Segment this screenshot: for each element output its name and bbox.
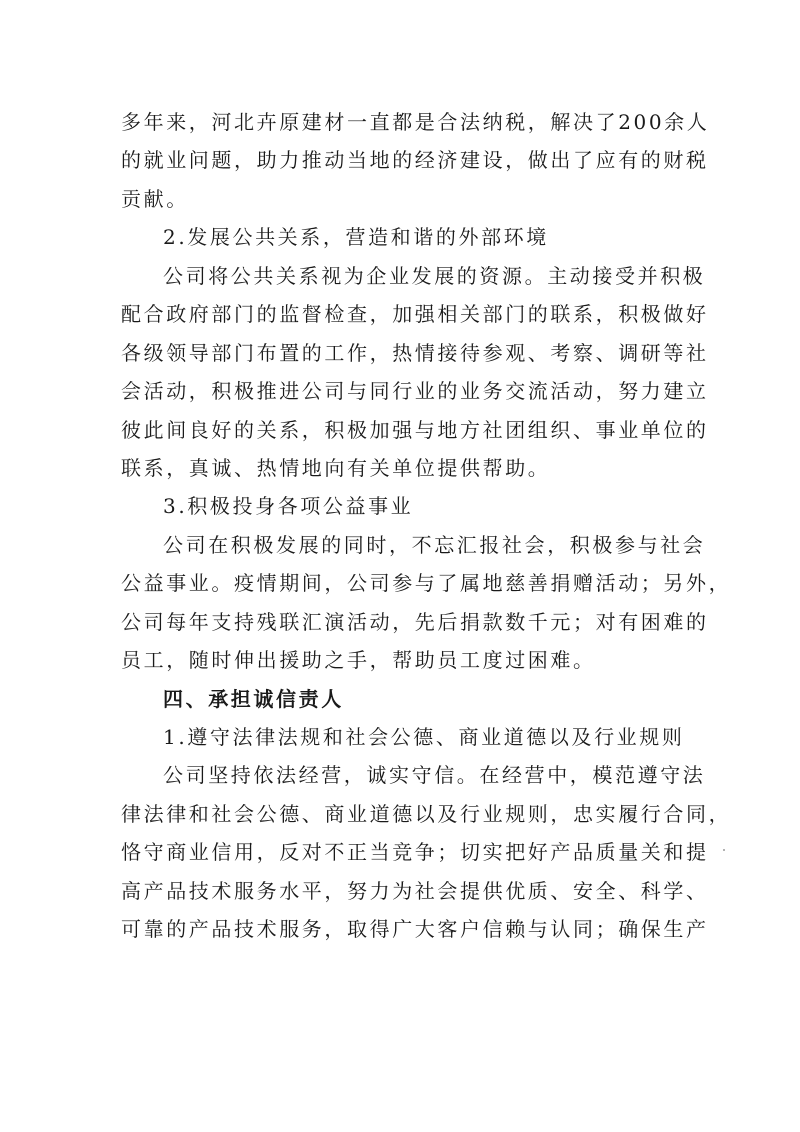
paragraph-line: 公司每年支持残联汇演活动，先后捐款数千元；对有困难的 (121, 609, 709, 634)
paragraph-line: 会活动，积极推进公司与同行业的业务交流活动，努力建立 (121, 379, 709, 404)
section-subheading: 2.发展公共关系，营造和谐的外部环境 (163, 225, 549, 250)
paragraph-line: 可靠的产品技术服务，取得广大客户信赖与认同；确保生产 (121, 917, 709, 942)
document-body (121, 103, 732, 949)
paragraph-line: 恪守商业信用，反对不正当竞争；切实把好产品质量关和提 (121, 840, 709, 865)
section-subheading: 1.遵守法律法规和社会公德、商业道德以及行业规则 (163, 725, 685, 749)
paragraph-line: 公司坚持依法经营，诚实守信。在经营中，模范遵守法 (163, 763, 706, 788)
paragraph-line: 联系，真诚、热情地向有关单位提供帮助。 (121, 455, 551, 480)
paragraph-line: 员工，随时伸出援助之手，帮助员工度过困难。 (121, 648, 596, 673)
paragraph-line: 律法律和社会公德、商业道德以及行业规则，忠实履行合同， (121, 801, 732, 826)
paragraph-line: 各级领导部门布置的工作，热情接待参观、考察、调研等社 (121, 340, 709, 365)
paragraph-line: 公司将公共关系视为企业发展的资源。主动接受并积极 (163, 263, 706, 288)
scan-artifact (723, 849, 725, 851)
paragraph-line: 配合政府部门的监督检查，加强相关部门的联系，积极做好 (121, 302, 709, 327)
paragraph-line: 彼此间良好的关系，积极加强与地方社团组织、事业单位的 (121, 417, 709, 442)
paragraph-line: 高产品技术服务水平，努力为社会提供优质、安全、科学、 (121, 878, 709, 903)
paragraph-line: 贡献。 (121, 186, 189, 211)
section-subheading: 3.积极投身各项公益事业 (163, 494, 414, 519)
paragraph-line: 的就业问题，助力推动当地的经济建设，做出了应有的财税 (121, 148, 709, 173)
paragraph-line: 公司在积极发展的同时，不忘汇报社会，积极参与社会 (163, 532, 706, 557)
section-heading: 四、承担诚信责人 (163, 686, 344, 711)
paragraph-line: 多年来，河北卉原建材一直都是合法纳税，解决了200余人 (121, 110, 710, 134)
paragraph-line: 公益事业。疫情期间，公司参与了属地慈善捐赠活动；另外， (121, 571, 732, 596)
